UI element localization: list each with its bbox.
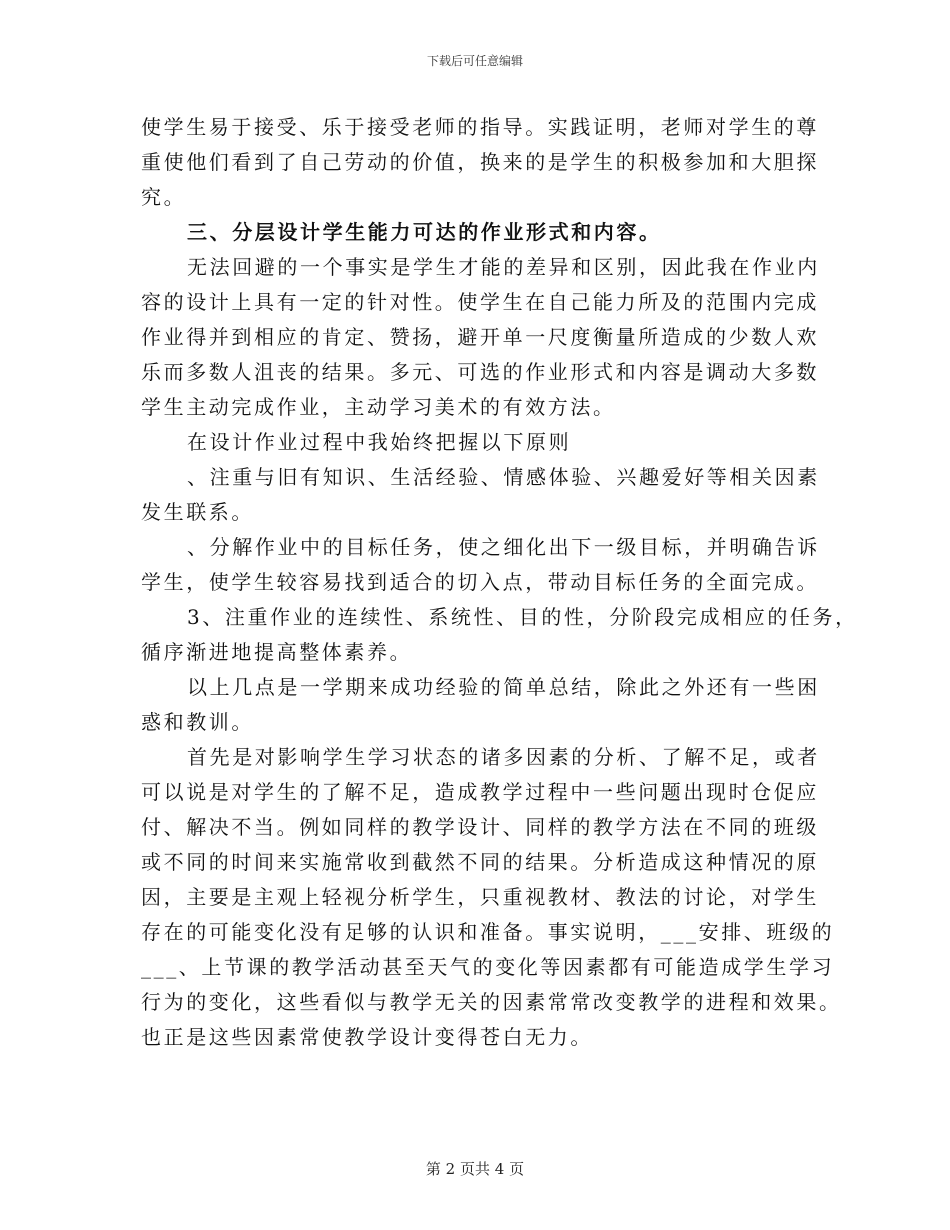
text-line: 无法回避的一个事实是学生才能的差异和区别，因此我在作业内: [187, 255, 820, 279]
text-line: 在设计作业过程中我始终把握以下原则: [187, 430, 572, 454]
text-line: 因，主要是主观上轻视分析学生，只重视教材、教法的讨论，对学生: [141, 885, 819, 909]
text-line: 以上几点是一学期来成功经验的简单总结，除此之外还有一些困: [187, 675, 820, 699]
text-line: 学生主动完成作业，主动学习美术的有效方法。: [141, 395, 616, 419]
text-line: 发生联系。: [141, 500, 254, 524]
text-line: 循序渐进地提高整体素养。: [141, 640, 413, 664]
text-line: 乐而多数人沮丧的结果。多元、可选的作业形式和内容是调动大多数: [141, 360, 819, 384]
text-line: 存在的可能变化没有足够的认识和准备。事实说明，___安排、班级的: [141, 920, 835, 944]
page-number: 第 2 页共 4 页: [425, 1160, 525, 1178]
text-line: 3、注重作业的连续性、系统性、目的性，分阶段完成相应的任务，: [187, 605, 858, 629]
text-line: 首先是对影响学生学习状态的诸多因素的分析、了解不足，或者: [187, 745, 820, 769]
text-line: 重使他们看到了自己劳动的价值，换来的是学生的积极参加和大胆探: [141, 150, 819, 174]
text-line: 惑和教训。: [141, 710, 254, 734]
page-header: 下载后可任意编辑: [426, 54, 523, 68]
text-line: 可以说是对学生的了解不足，造成教学过程中一些问题出现时仓促应: [141, 780, 819, 804]
text-line: 付、解决不当。例如同样的教学设计、同样的教学方法在不同的班级: [141, 815, 819, 839]
text-line: 行为的变化，这些看似与教学无关的因素常常改变教学的进程和效果。: [141, 990, 842, 1014]
text-line: 究。: [141, 185, 187, 209]
text-line: 也正是这些因素常使教学设计变得苍白无力。: [141, 1025, 593, 1049]
text-line: 、注重与旧有知识、生活经验、情感体验、兴趣爱好等相关因素: [187, 465, 820, 489]
text-line: 容的设计上具有一定的针对性。使学生在自己能力所及的范围内完成: [141, 290, 819, 314]
text-line: 、分解作业中的目标任务，使之细化出下一级目标，并明确告诉: [187, 535, 820, 559]
text-line: 学生，使学生较容易找到适合的切入点，带动目标任务的全面完成。: [141, 570, 819, 594]
text-line: 作业得并到相应的肯定、赞扬，避开单一尺度衡量所造成的少数人欢: [141, 325, 819, 349]
section-heading: 三、分层设计学生能力可达的作业形式和内容。: [187, 220, 662, 244]
text-line: 或不同的时间来实施常收到截然不同的结果。分析造成这种情况的原: [141, 850, 819, 874]
text-line: 使学生易于接受、乐于接受老师的指导。实践证明，老师对学生的尊: [141, 115, 819, 139]
text-line: ___、上节课的教学活动甚至天气的变化等因素都有可能造成学生学习: [141, 955, 835, 979]
body-text: [141, 110, 858, 1055]
